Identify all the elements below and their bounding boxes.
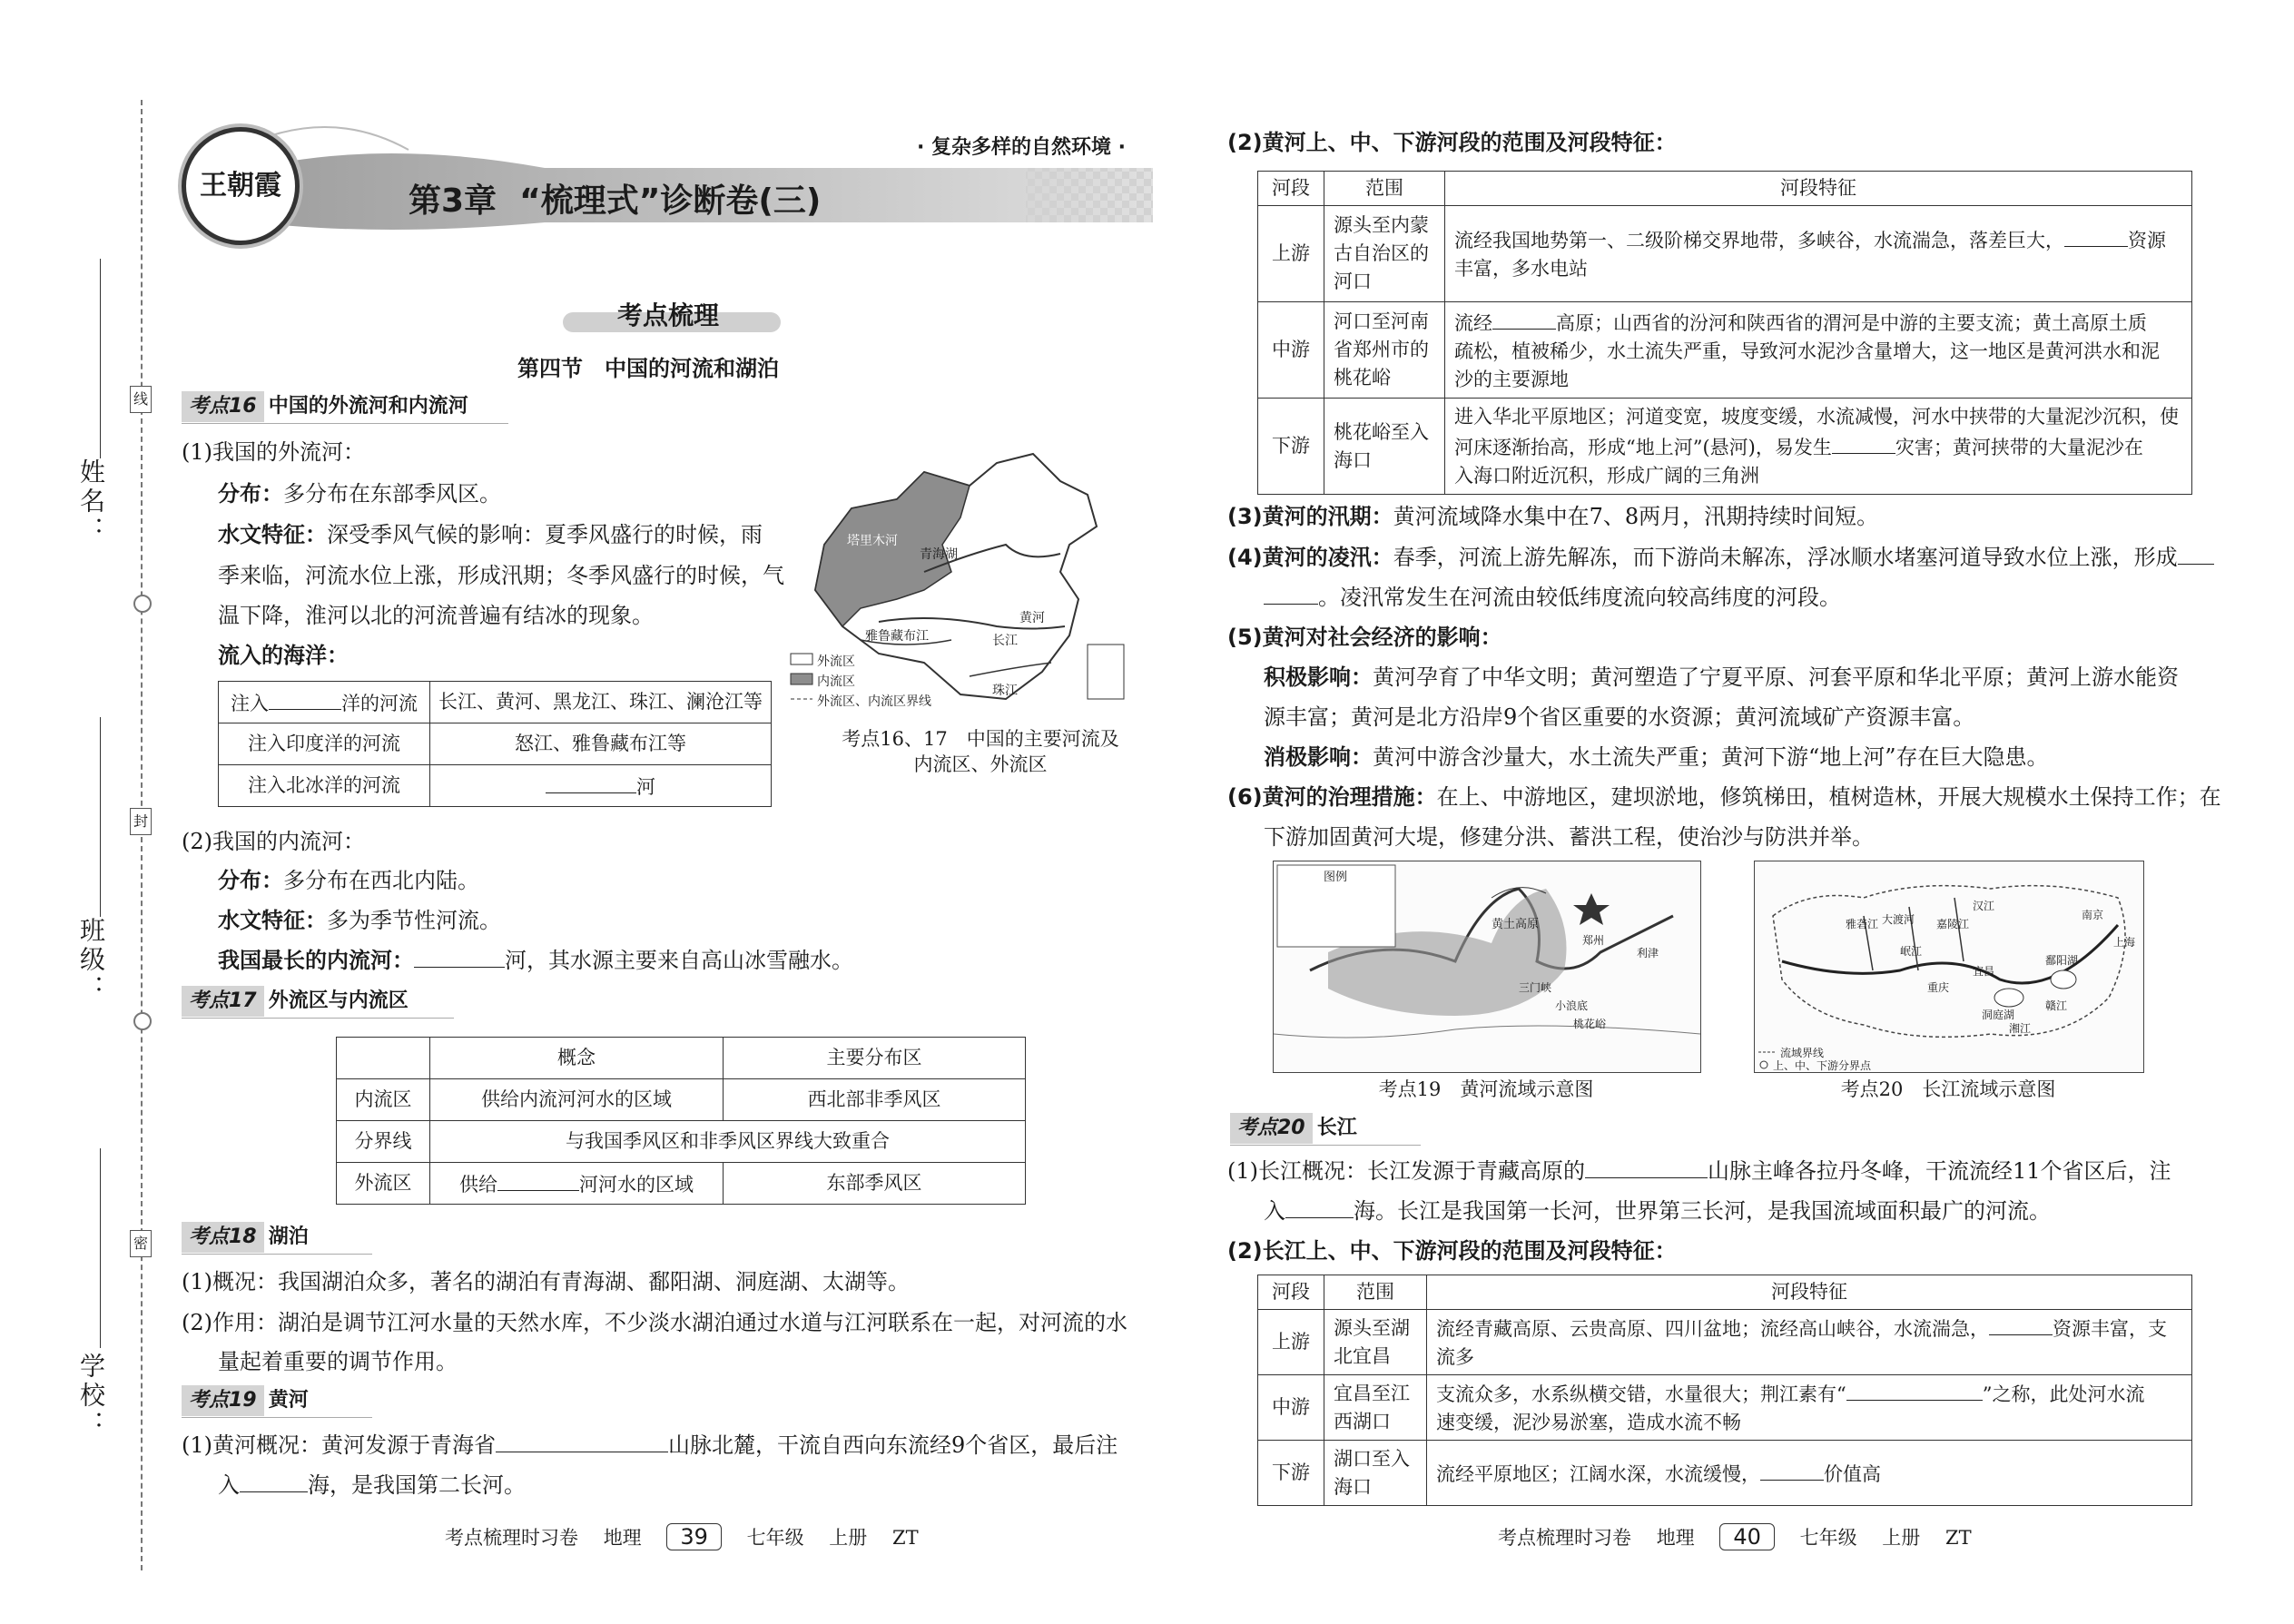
k16-l3-label: 水文特征： (218, 522, 327, 547)
footer-series: 考点梳理时习卷 (445, 1527, 578, 1549)
map19-label: 桃花峪 (1573, 1018, 1607, 1030)
cj-range: 源头至湖 北宜昌 (1324, 1310, 1427, 1375)
ice-flood-blank-1[interactable] (2178, 542, 2214, 565)
name-input-line[interactable] (100, 259, 101, 458)
map-label: 珠江 (992, 684, 1018, 698)
table-row (337, 1121, 1026, 1163)
left-footer (445, 1523, 919, 1550)
map20-label: 岷江 (1900, 945, 1923, 958)
table-row (1258, 206, 2192, 302)
map20-label: 雅砻江 (1846, 918, 1879, 930)
cj-head-seg: 河段 (1258, 1275, 1324, 1310)
yellow-river-sea-blank[interactable] (240, 1470, 308, 1492)
map20-label: 汉江 (1973, 900, 1995, 912)
ice-flood-blank-2[interactable] (1264, 582, 1318, 605)
yr-p5-negative: 消极影响：黄河中游含沙量大，水土流失严重；黄河下游“地上河”存在巨大隐患。 (1264, 744, 2049, 770)
map20-label: 赣江 (2045, 999, 2068, 1012)
map20-caption: 考点20 长江流域示意图 (1840, 1078, 2056, 1100)
k17-r2a: 分界线 (337, 1121, 430, 1163)
footer-grade: 七年级 (746, 1527, 804, 1549)
k16-line-9 (218, 901, 501, 940)
k17-r2b: 与我国季风区和非季风区界线大致重合 (430, 1121, 1026, 1163)
k16-underline (182, 423, 508, 424)
yangtze-water-power-blank[interactable] (1989, 1313, 2053, 1335)
cj-feature: 流经平原地区；江阔水深，水流缓慢， 价值高 (1427, 1441, 2192, 1506)
k17-r1a: 内流区 (337, 1079, 430, 1121)
k19-line-1: (1)黄河概况：黄河发源于青海省 山脉北麓，干流自西向东流经9个省区，最后注 (182, 1425, 1117, 1465)
chapter-tag: · 复杂多样的自然环境 · (917, 136, 1127, 159)
plateau-blank[interactable] (1492, 307, 1556, 330)
k16-ocean-table (218, 681, 772, 807)
table-row (1258, 1310, 2192, 1375)
k17-num: 考点17 (182, 986, 264, 1017)
yangtze-map-graphic (1755, 861, 2143, 1072)
yr-feature: 流经 高原；山西省的汾河和陕西省的渭河是中游的主要支流；黄土高原土质 疏松，植被稀少，水土流失严重，导致河水泥沙含量增大，这一地区是黄河洪水和泥 沙的主要源地 (1445, 302, 2192, 399)
yangtze-basin-map (1754, 861, 2144, 1073)
k16-heading (182, 390, 468, 422)
yr-p5-positive: 积极影响：黄河孕育了中华文明；黄河塑造了宁夏平原、河套平原和华北平原；黄河上游水能资 (1264, 664, 2179, 690)
k16-line-7: (2)我国的内流河： (182, 829, 365, 854)
footer-code: ZT (891, 1527, 919, 1549)
name-label: 姓名： (76, 458, 106, 546)
yr-p6-cont: 下游加固黄河大堤，修建分洪、蓄洪工程，使治沙与防洪并举。 (1264, 824, 1874, 850)
k17-r3c: 东部季风区 (724, 1163, 1026, 1205)
k16-cell-r1a: 注入 洋的河流 (219, 682, 430, 723)
k20-line-2: 入 海。长江是我国第一长河，世界第三长河，是我国流域面积最广的河流。 (1264, 1191, 2051, 1231)
k17-head-2: 主要分布区 (724, 1038, 1026, 1079)
yangtze-table (1257, 1275, 2192, 1506)
k17-r1b: 供给内流河河水的区域 (430, 1079, 724, 1121)
table-row (1258, 1275, 2192, 1310)
class-label: 班级： (76, 917, 106, 1004)
cj-range: 宜昌至江 西湖口 (1324, 1375, 1427, 1441)
table-row (1258, 302, 2192, 399)
k16-line-1: (1)我国的外流河： (182, 439, 365, 465)
k17-table (336, 1037, 1026, 1205)
k16-num: 考点16 (182, 391, 264, 422)
class-input-line[interactable] (100, 717, 101, 917)
inland-river-blank[interactable] (414, 945, 505, 968)
map-label: 长江 (992, 634, 1018, 648)
shipping-value-blank[interactable] (1760, 1458, 1824, 1481)
map19-caption: 考点19 黄河流域示意图 (1378, 1078, 1594, 1100)
yellow-river-map-graphic (1274, 861, 1700, 1072)
footer-subject: 地理 (1656, 1527, 1695, 1549)
cj-head-range: 范围 (1324, 1275, 1427, 1310)
binding-ring-icon (133, 1012, 152, 1030)
map20-label: 湘江 (2009, 1022, 2032, 1035)
yangtze-sea-blank[interactable] (1285, 1196, 1354, 1218)
header-banner (163, 113, 1162, 241)
yr-range: 河口至河南 省郑州市的 桃花峪 (1324, 302, 1445, 399)
k16-l2-text: 多分布在东部季风区。 (283, 481, 501, 507)
map20-label: 上海 (2113, 936, 2136, 949)
table-row (337, 1038, 1026, 1079)
yr-seg: 上游 (1258, 206, 1324, 302)
map20-label: 南京 (2082, 909, 2104, 921)
map19-legend-title: 图例 (1324, 871, 1348, 884)
map20-label: 鄱阳湖 (2045, 954, 2079, 967)
school-input-line[interactable] (100, 1148, 101, 1348)
k18-line-1: (1)概况：我国湖泊众多，著名的湖泊有青海湖、鄱阳湖、洞庭湖、太湖等。 (182, 1269, 910, 1294)
map-label: 雅鲁藏布江 (865, 629, 929, 644)
k17-heading (182, 985, 409, 1017)
yr-p6: (6)黄河的治理措施：在上、中游地区，建坝淤地，修筑梯田，植树造林，开展大规模水土保持工作；在 (1227, 784, 2221, 810)
footer-page-number: 39 (666, 1523, 722, 1550)
yr-feature: 流经我国地势第一、二级阶梯交界地带，多峡谷，水流湍急，落差巨大， 资源 丰富，多水电站 (1445, 206, 2192, 302)
binding-dashed-line (141, 100, 143, 1570)
map19-label: 小浪底 (1555, 999, 1589, 1012)
table-row (1258, 172, 2192, 206)
k19-heading (182, 1384, 309, 1416)
k17-r3a: 外流区 (337, 1163, 430, 1205)
table-row (1258, 1375, 2192, 1441)
map20-label: 宜昌 (1973, 965, 1995, 978)
yellow-river-table (1257, 171, 2192, 495)
footer-grade: 七年级 (1799, 1527, 1857, 1549)
k20-heading (1230, 1112, 1357, 1144)
k18-underline (182, 1254, 372, 1255)
table-row (337, 1079, 1026, 1121)
pacific-blank[interactable] (269, 687, 341, 710)
map-label: 塔里木河 (847, 534, 898, 548)
map19-label: 三门峡 (1519, 981, 1552, 994)
binding-char-2: 封 (130, 808, 152, 835)
footer-subject: 地理 (603, 1527, 642, 1549)
cj-feature: 支流众多，水系纵横交错，水量很大；荆江素有“ ”之称，此处河水流 速变缓，泥沙易淤塞，造成水流不畅 (1427, 1375, 2192, 1441)
binding-ring-icon (133, 595, 152, 613)
k16-l9-text: 多为季节性河流。 (327, 908, 501, 933)
map-label: 黄河 (1019, 611, 1045, 625)
k16-title: 中国的外流河和内流河 (268, 395, 468, 418)
k18-line-2: (2)作用：湖泊是调节江河水量的天然水库，不少淡水湖泊通过水道与江河联系在一起，对河流的水 (182, 1310, 1127, 1335)
k16-line-5: 温下降，淮河以北的河流普遍有结冰的现象。 (218, 603, 654, 628)
binding-char-1: 线 (130, 386, 152, 413)
china-rivers-map (788, 445, 1133, 717)
k16-line-3 (218, 515, 763, 555)
yangtze-mountain-blank[interactable] (1585, 1156, 1708, 1178)
map20-label: 重庆 (1927, 981, 1950, 994)
k20-line-1: (1)长江概况：长江发源于青藏高原的 山脉主峰各拉丹冬峰，干流流经11个省区后，注 (1227, 1151, 2171, 1191)
page-title: 第3章 “梳理式”诊断卷(三) (409, 182, 822, 220)
binding-margin (0, 0, 154, 1624)
k16-line-4: 季来临，河流水位上涨，形成汛期；冬季风盛行的时候，气 (218, 563, 784, 588)
water-power-blank[interactable] (2064, 224, 2128, 247)
cj-head-feature: 河段特征 (1427, 1275, 2192, 1310)
map19-label: 郑州 (1582, 934, 1605, 947)
outflow-blank[interactable] (497, 1168, 579, 1191)
binding-char-3: 密 (130, 1230, 152, 1257)
yr-seg: 中游 (1258, 302, 1324, 399)
k17-r1c: 西北部非季风区 (724, 1079, 1026, 1121)
k17-head-1: 概念 (430, 1038, 724, 1079)
k16-l2-label: 分布： (218, 481, 283, 507)
map-legend: 外流区 (817, 655, 855, 669)
table-row (1258, 1441, 2192, 1506)
k16-l9-label: 水文特征： (218, 908, 327, 933)
k20-line-3: (2)长江上、中、下游河段的范围及河段特征： (1227, 1238, 1677, 1264)
map20-legend: 上、中、下游分界点 (1773, 1059, 1872, 1072)
school-label: 学校： (76, 1353, 106, 1440)
yellow-river-mountain-blank[interactable] (496, 1430, 668, 1452)
brand-text: 王朝霞 (200, 170, 281, 202)
k16-cell-r3a: 注入北冰洋的河流 (219, 765, 430, 807)
cj-feature: 流经青藏高原、云贵高原、四川盆地；流经高山峡谷，水流湍急， 资源丰富，支 流多 (1427, 1310, 2192, 1375)
cj-seg: 上游 (1258, 1310, 1324, 1375)
yr-head-range: 范围 (1324, 172, 1445, 206)
k17-title: 外流区与内流区 (268, 989, 409, 1012)
jingjiang-blank[interactable] (1846, 1378, 1983, 1401)
table-row (337, 1163, 1026, 1205)
k18-title: 湖泊 (268, 1225, 309, 1248)
yr-head-feature: 河段特征 (1445, 172, 2192, 206)
brand-badge (182, 127, 300, 245)
map20-label: 大渡河 (1882, 913, 1915, 926)
table-row (219, 682, 772, 723)
k19-line-2: 入 海，是我国第二长河。 (218, 1465, 526, 1505)
map-label: 青海湖 (920, 547, 958, 562)
k16-l10-label: 我国最长的内流河： (218, 948, 414, 973)
k16-line-2 (218, 474, 501, 514)
k16-cell-r2a: 注入印度洋的河流 (219, 723, 430, 765)
map19-label: 利津 (1637, 947, 1659, 960)
footer-volume: 上册 (829, 1527, 868, 1549)
right-footer (1498, 1523, 1972, 1550)
subsection-title: 第四节 中国的河流和湖泊 (517, 356, 779, 381)
cj-range: 湖口至入 海口 (1324, 1441, 1427, 1506)
k16-cell-r3b: 河 (430, 765, 772, 807)
section-title (572, 300, 781, 332)
china-map-caption-2: 内流区、外流区 (913, 753, 1048, 775)
yr-p5-positive-cont: 源丰富；黄河是北方沿岸9个省区重要的水资源；黄河流域矿产资源丰富。 (1264, 704, 1975, 730)
yr-p4: (4)黄河的凌汛：春季，河流上游先解冻，而下游尚未解冻，浮冰顺水堵塞河道导致水位上涨，形成 (1227, 537, 2214, 577)
map20-legend: 流域界线 (1780, 1047, 1825, 1059)
yr-table-title: (2)黄河上、中、下游河段的范围及河段特征： (1227, 130, 1677, 155)
k16-l3-text: 深受季风气候的影响：夏季风盛行的时候，雨 (327, 522, 763, 547)
map19-label: 黄土高原 (1492, 918, 1540, 931)
footer-code: ZT (1944, 1527, 1972, 1549)
cj-seg: 中游 (1258, 1375, 1324, 1441)
table-row (219, 723, 772, 765)
k16-l8-text: 多分布在西北内陆。 (283, 868, 479, 893)
section-title-text: 考点梳理 (617, 300, 720, 330)
yr-feature: 进入华北平原地区；河道变宽，坡度变缓，水流减慢，河水中挟带的大量泥沙沉积，使 河床逐渐抬高，形成“地上河”(悬河)，易发生 灾害；黄河挟带的大量泥沙在 入海口附近沉积，形成广阔的三角洲 (1445, 399, 2192, 495)
map-legend: 外流区、内流区界线 (817, 694, 931, 709)
k19-title: 黄河 (268, 1389, 309, 1412)
k20-title: 长江 (1316, 1117, 1357, 1139)
k17-r3b: 供给 河河水的区域 (430, 1163, 724, 1205)
k16-cell-r2b: 怒江、雅鲁藏布江等 (430, 723, 772, 765)
k16-cell-r1c: 长江、黄河、黑龙江、珠江、澜沧江等 (430, 682, 772, 723)
yr-range: 桃花峪至入 海口 (1324, 399, 1445, 495)
yr-seg: 下游 (1258, 399, 1324, 495)
k16-line-8 (218, 861, 479, 901)
k16-line-6: 流入的海洋： (218, 643, 349, 668)
k18-line-3: 量起着重要的调节作用。 (218, 1349, 458, 1374)
yr-p3: (3)黄河的汛期：黄河流域降水集中在7、8两月，汛期持续时间短。 (1227, 504, 1879, 529)
map20-label: 洞庭湖 (1982, 1009, 2015, 1021)
footer-series: 考点梳理时习卷 (1498, 1527, 1631, 1549)
footer-page-number: 40 (1719, 1523, 1775, 1550)
china-map-caption-1: 考点16、17 中国的主要河流及 (842, 728, 1119, 750)
k18-heading (182, 1221, 309, 1253)
k19-num: 考点19 (182, 1385, 264, 1416)
map20-label: 嘉陵江 (1936, 918, 1970, 930)
k20-underline (1230, 1145, 1421, 1146)
k18-num: 考点18 (182, 1222, 264, 1253)
disaster-blank[interactable] (1832, 431, 1895, 454)
table-row (1258, 399, 2192, 495)
yr-head-seg: 河段 (1258, 172, 1324, 206)
k17-underline (182, 1018, 454, 1019)
cj-seg: 下游 (1258, 1441, 1324, 1506)
k16-l8-label: 分布： (218, 868, 283, 893)
yr-p5: (5)黄河对社会经济的影响： (1227, 625, 1502, 650)
k16-line-10 (218, 940, 853, 980)
yellow-river-basin-map (1273, 861, 1701, 1073)
map-legend: 内流区 (817, 674, 855, 689)
table-row (219, 765, 772, 807)
yr-range: 源头至内蒙 古自治区的 河口 (1324, 206, 1445, 302)
k17-empty-cell (337, 1038, 430, 1079)
arctic-river-blank[interactable] (546, 771, 636, 793)
k16-l10-text: 河，其水源主要来自高山冰雪融水。 (505, 948, 853, 973)
yr-p4-cont: 。凌汛常发生在河流由较低纬度流向较高纬度的河段。 (1264, 577, 1841, 617)
footer-volume: 上册 (1882, 1527, 1921, 1549)
k20-num: 考点20 (1230, 1113, 1313, 1144)
k19-underline (182, 1417, 372, 1418)
